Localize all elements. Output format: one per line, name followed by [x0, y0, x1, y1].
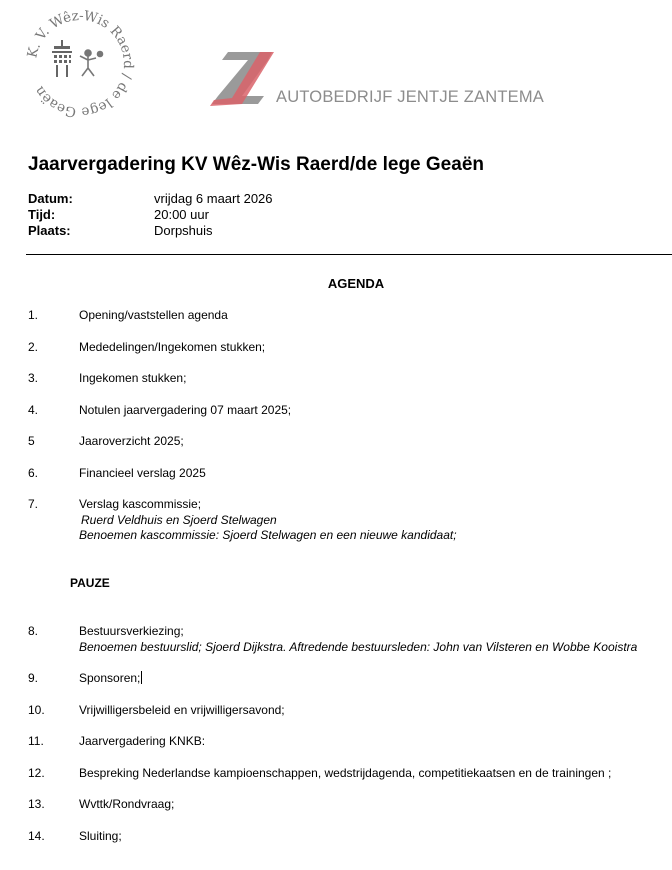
item-number: 9.	[28, 671, 39, 685]
item-text: Opening/vaststellen agenda	[79, 308, 228, 322]
divider	[26, 254, 672, 255]
item-text: Jaaroverzicht 2025;	[79, 434, 184, 448]
svg-text:K. V. Wêz-Wis Raerd / de lege: K. V. Wêz-Wis Raerd / de lege Geaën	[24, 8, 136, 120]
item-number: 8.	[28, 624, 39, 638]
item-text: Vrijwilligersbeleid en vrijwilligersavond;	[79, 703, 285, 717]
item-text: Bespreking Nederlandse kampioenschappen, wedstrijdagenda, competitiekaatsen en de trainingen ;	[79, 766, 612, 780]
place-label: Plaats:	[28, 223, 71, 238]
item-number: 14.	[28, 829, 45, 843]
date-row	[28, 191, 428, 207]
sponsor-name: AUTOBEDRIJF JENTJE ZANTEMA	[276, 88, 544, 106]
time-label: Tijd:	[28, 207, 56, 222]
item-text: Mededelingen/Ingekomen stukken;	[79, 340, 266, 354]
pauze-label: PAUZE	[70, 576, 110, 590]
item-number: 10.	[28, 703, 45, 717]
item-number: 7.	[28, 497, 39, 511]
item-number: 1.	[28, 308, 39, 322]
item-text: Financieel verslag 2025	[79, 466, 206, 480]
item-subtext: Benoemen bestuurslid; Sjoerd Dijkstra. Aftredende bestuursleden: John van Vilsteren en Wobbe Kooistra	[79, 639, 638, 654]
item-number: 4.	[28, 403, 39, 417]
meeting-details	[28, 191, 428, 239]
item-text: Verslag kascommissie;	[79, 497, 202, 511]
date-label: Datum:	[28, 191, 73, 206]
item-text: Sponsoren;	[79, 671, 141, 685]
item-number: 5	[28, 434, 35, 448]
agenda-heading: AGENDA	[327, 276, 385, 291]
item-text: Jaarvergadering KNKB:	[79, 734, 206, 748]
item-text: Ingekomen stukken;	[79, 371, 187, 385]
item-text: Sluiting;	[79, 829, 122, 843]
item-number: 11.	[28, 734, 44, 748]
item-text: Notulen jaarvergadering 07 maart 2025;	[79, 403, 292, 417]
item-subtext: Ruerd Veldhuis en Sjoerd Stelwagen	[81, 512, 277, 527]
place-value: Dorpshuis	[154, 223, 213, 238]
building-icon	[52, 40, 72, 77]
item-text: Bestuursverkiezing;	[79, 624, 184, 638]
item-number: 3.	[28, 371, 39, 385]
item-number: 6.	[28, 466, 39, 480]
item-number: 2.	[28, 340, 39, 354]
text-cursor	[141, 671, 142, 684]
item-text: Wvttk/Rondvraag;	[79, 797, 175, 811]
time-row	[28, 207, 428, 223]
item-number: 12.	[28, 766, 45, 780]
place-row	[28, 223, 428, 239]
item-number: 13.	[28, 797, 45, 811]
date-value: vrijdag 6 maart 2026	[154, 191, 273, 206]
player-icon	[80, 50, 103, 76]
item-subtext: Benoemen kascommissie: Sjoerd Stelwagen en een nieuwe kandidaat;	[79, 528, 457, 542]
item-text-editable[interactable]	[79, 671, 142, 687]
page-title: Jaarvergadering KV Wêz-Wis Raerd/de lege Geaën	[28, 154, 484, 175]
time-value: 20:00 uur	[154, 207, 209, 222]
club-logo	[24, 8, 136, 120]
